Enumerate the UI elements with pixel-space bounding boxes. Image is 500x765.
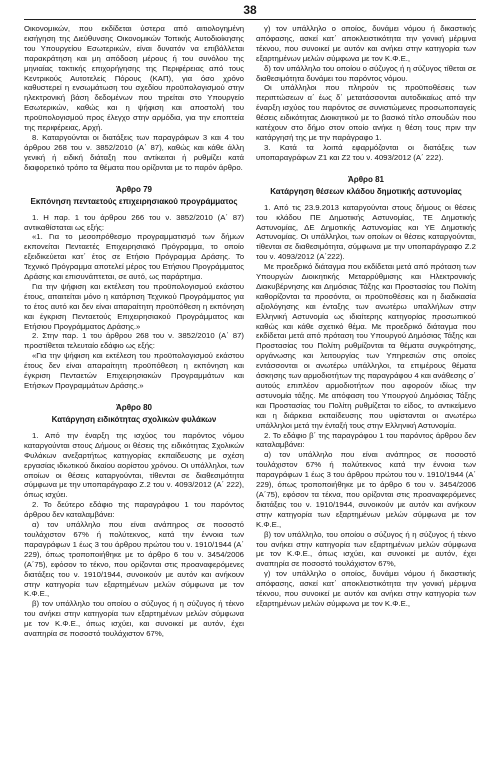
paragraph: Οι υπάλληλοι που πληρούν τις προϋποθέσεις των περιπτώσεων α΄ έως δ΄ μετατάσσονται αυτοδικαίως από την έναρξη ισχύος του παρόντος σε συνιστώμενες προσωποπαγείς θέσεις ειδικότητας Διοικητικού με το βασικό τίτλο σπουδών που κατέχουν στο δήμο στον οποίο ανήκε η θέση τους πριν την κατάργησή της με την παράγραφο 1. xyxy=(256,83,476,142)
page-number: 38 xyxy=(243,3,257,17)
left-column xyxy=(24,24,244,762)
article-number: Άρθρο 81 xyxy=(347,174,384,184)
article-number: Άρθρο 79 xyxy=(115,184,152,194)
paragraph: Με προεδρικό διάταγμα που εκδίδεται μετά από πρόταση των Υπουργών Διοικητικής Μεταρρύθμισης και Ηλεκτρονικής Διακυβέρνησης και Δημόσιας Τάξης και Προστασίας του Πολίτη καθορίζονται τα προσόντα, οι προϋποθέσεις και η διαδικασία αξιολόγησης και ένταξης των ανωτέρω υπαλλήλων στην Ελληνική Αστυνομία ως ιδιαίτερης κατηγορίας προσωπικού καθώς και κάθε σχετικό θέμα. Με προεδρικό διάταγμα που εκδίδεται μετά από πρόταση του Υπουργού Δημόσιας Τάξης και Προστασίας του Πολίτη ρυθμίζονται τα θέματα συγκρότησης, οργάνωσης και λειτουργίας των Υπηρεσιών στις οποίες εντάσσονται οι ανωτέρω υπάλληλοι, τα επιμέρους θέματα άσκησης των αρμοδιοτήτων της παραγράφου 4 και ανάθεσης σ΄ αυτούς επιπλέον αρμοδιοτήτων που αφορούν ιδίως την αστυνομία τάξης. Με απόφαση του Υπουργού Δημόσιας Τάξης και Προστασίας του Πολίτη ρυθμίζεται το είδος, το αντικείμενο και η διάρκεια εκπαίδευσης που υφίστανται οι ανωτέρω υπάλληλοι μετά την ένταξή τους στην Ελληνική Αστυνομία. xyxy=(256,262,476,430)
paragraph: γ) τον υπάλληλο ο οποίος, δυνάμει νόμου ή δικαστικής απόφασης, ασκεί κατ΄ αποκλειστικότητα την γονική μέριμνα τέκνου, που συνοικεί με αυτόν και ανήκει στην κατηγορία των εξαρτημένων μελών σύμφωνα με τον Κ.Φ.Ε., xyxy=(256,24,476,63)
paragraph: 1. Από τις 23.9.2013 καταργούνται στους δήμους οι θέσεις του κλάδου ΠΕ Δημοτικής Αστυνομίας, ΤΕ Δημοτικής Αστυνομίας, ΔΕ Δημοτικής Αστυνομίας και ΥΕ Δημοτικής Αστυνομίας. Οι υπάλληλοι, των οποίων οι θέσεις καταργούνται, τίθενται σε διαθεσιμότητα, σύμφωνα με την υποπαράγραφο Ζ.2 του ν. 4093/2012 (Α΄222). xyxy=(256,202,476,262)
header-rule xyxy=(24,19,476,20)
paragraph: 2. Στην παρ. 1 του άρθρου 268 του ν. 3852/2010 (Α΄ 87) προστίθεται τελευταίο εδάφιο ως εξής: xyxy=(24,331,244,351)
paragraph: δ) τον υπάλληλο του οποίου ο σύζυγος ή η σύζυγος τίθεται σε διαθεσιμότητα δυνάμει του παρόντος νόμου. xyxy=(256,63,476,83)
paragraph: β) τον υπάλληλο, του οποίου ο σύζυγος ή η σύζυγος ή τέκνο του ανήκει στην κατηγορία των εξαρτημένων μελών σύμφωνα με τον Κ.Φ.Ε., όπως ισχύει, και συνοικεί με αυτόν, έχει αναπηρία σε ποσοστό τουλάχιστον 67%, xyxy=(256,529,476,569)
paragraph: «Για την ψήφιση και εκτέλεση του προϋπολογισμού εκάστου έτους δεν είναι απαραίτητη προϋπόθεση η εκπόνηση και έγκριση Πενταετών Επιχειρησιακών Προγραμμάτων και Ετήσιων Προγραμμάτων Δράσης.» xyxy=(24,351,244,390)
paragraph: 2. Το εδάφιο β΄ της παραγράφου 1 του παρόντος άρθρου δεν καταλαμβάνει: xyxy=(256,430,476,450)
paragraph: 3. Κατά τα λοιπά εφαρμόζονται οι διατάξεις των υποπαραγράφων Ζ1 και Ζ2 του ν. 4093/2012 (Α΄ 222). xyxy=(256,142,476,162)
article-title: Κατάργηση ειδικότητας σχολικών φυλάκων xyxy=(51,414,217,424)
paragraph: Οικονομικών, που εκδίδεται ύστερα από αιτιολογημένη εισήγηση της Διεύθυνσης Οικονομικών Τοπικής Αυτοδιοίκησης του Υπουργείου Εσωτερικών, είναι δυνατόν να επιβάλλεται παρακράτηση και μη απόδοση μέρους ή του συνόλου της μηνιαίας τακτικής επιχορήγησης της Περιφέρειας από τους Κεντρικούς Αυτοτελείς Πόρους (ΚΑΠ), για όσο χρόνο καθυστερεί η ενσωμάτωση του σχεδίου προϋπολογισμού στην ηλεκτρονική βάση δεδομένων που τηρείται στο Υπουργείο Εσωτερικών, καθώς και η ψήφιση και αποστολή του προϋπολογισμού προς έλεγχο στην αρμόδια, για την εποπτεία της περιφέρειας, Αρχή. xyxy=(24,24,244,133)
article-title: Κατάργηση θέσεων κλάδου δημοτικής αστυνομίας xyxy=(270,186,462,196)
paragraph: 8. Καταργούνται οι διατάξεις των παραγράφων 3 και 4 του άρθρου 268 του ν. 3852/2010 (Α΄ 87), καθώς και κάθε άλλη γενική ή ειδική διάταξη που αντίκειται ή ρυθμίζει κατά διαφορετικό τρόπο τα θέματα που ορίζονται με το παρόν άρθρο. xyxy=(24,132,244,172)
paragraph: 2. Το δεύτερο εδάφιο της παραγράφου 1 του παρόντος άρθρου δεν καταλαμβάνει: xyxy=(24,500,244,520)
paragraph: α) τον υπάλληλο που είναι ανάπηρος σε ποσοστό τουλάχιστον 67% ή πολύτεκνος, κατά την έννοια των παραγράφων 1 έως 3 του άρθρου πρώτου του ν. 1910/1944 (Α΄ 229), όπως τροποποιήθηκε με το άρθρο 6 του ν. 3454/2006 (Α΄75), εφόσον το τέκνο, που ορίζονται στις προαναφερόμενες διατάξεις του ν. 1910/1944, συνοικούν με αυτόν και ανήκουν στην κατηγορία των εξαρτημένων μελών σύμφωνα με τον Κ.Φ.Ε., xyxy=(24,520,244,599)
right-column xyxy=(256,24,476,762)
paragraph: Για την ψήφιση και εκτέλεση του προϋπολογισμού εκάστου έτους, απαιτείται μόνο η κατάρτιση Τεχνικού Προγράμματος για το έτος αυτό και δεν είναι απαραίτητη προϋπόθεση η εκπόνηση και έγκριση Πενταετούς Επιχειρησιακού Προγράμματος και Ετήσιου Προγράμματος Δράσης.» xyxy=(24,281,244,331)
article-number: Άρθρο 80 xyxy=(115,402,152,412)
paragraph: α) τον υπάλληλο που είναι ανάπηρος σε ποσοστό τουλάχιστον 67% ή πολύτεκνος κατά την έννοια των παραγράφων 1 έως 3 του άρθρου πρώτου του ν. 1910/1944 (Α΄ 229), όπως τροποποιήθηκε με το άρθρο 6 του ν. 3454/2006 (Α΄75), εφόσον τα τέκνα, που ορίζονται στις προαναφερόμενες διατάξεις του ν. 1910/1944, συνοικούν με αυτόν και ανήκουν στην κατηγορία των εξαρτημένων μελών σύμφωνα με τον Κ.Φ.Ε., xyxy=(256,450,476,529)
paragraph: «1. Για το μεσοπρόθεσμο προγραμματισμό των δήμων εκπονείται Πενταετές Επιχειρησιακό Πρόγραμμα, το οποίο εξειδικεύεται κατ΄ έτος σε Ετήσιο Πρόγραμμα Δράσης. Το Τεχνικό Πρόγραμμα αποτελεί μέρος του Ετήσιου Προγράμματος Δράσης και επισυνάπτεται, σε αυτό, ως παράρτημα. xyxy=(24,232,244,282)
paragraph: γ) τον υπάλληλο ο οποίος, δυνάμει νόμου ή δικαστικής απόφασης, ασκεί κατ΄ αποκλειστικότητα την γονική μέριμνα τέκνου, που συνοικεί με αυτόν και ανήκει στην κατηγορία των εξαρτημένων μελών σύμφωνα με τον Κ.Φ.Ε., xyxy=(256,569,476,608)
paragraph: β) τον υπάλληλο του οποίου ο σύζυγος ή η σύζυγος ή τέκνο του ανήκει στην κατηγορία των εξαρτημένων μελών σύμφωνα με τον Κ.Φ.Ε., όπως ισχύει, και συνοικεί με αυτόν, έχει αναπηρία σε ποσοστό τουλάχιστον 67%, xyxy=(24,599,244,639)
paragraph: 1. Από την έναρξη της ισχύος του παρόντος νόμου καταργούνται στους Δήμους οι θέσεις της ειδικότητας Σχολικών Φυλάκων ανεξαρτήτως κατηγορίας εκπαίδευσης με σχέση εργασίας ιδιωτικού δικαίου αορίστου χρόνου. Οι υπάλληλοι, των οποίων οι θέσεις καταργούνται, τίθενται σε διαθεσιμότητα σύμφωνα με την υποπαράγραφο Ζ.2 του ν. 4093/2012 (Α΄ 222), όπως ισχύει. xyxy=(24,430,244,500)
paragraph: 1. Η παρ. 1 του άρθρου 266 του ν. 3852/2010 (Α΄ 87) αντικαθίσταται ως εξής: xyxy=(24,212,244,232)
article-title: Εκπόνηση πενταετούς επιχειρησιακού προγράμματος xyxy=(30,196,238,206)
